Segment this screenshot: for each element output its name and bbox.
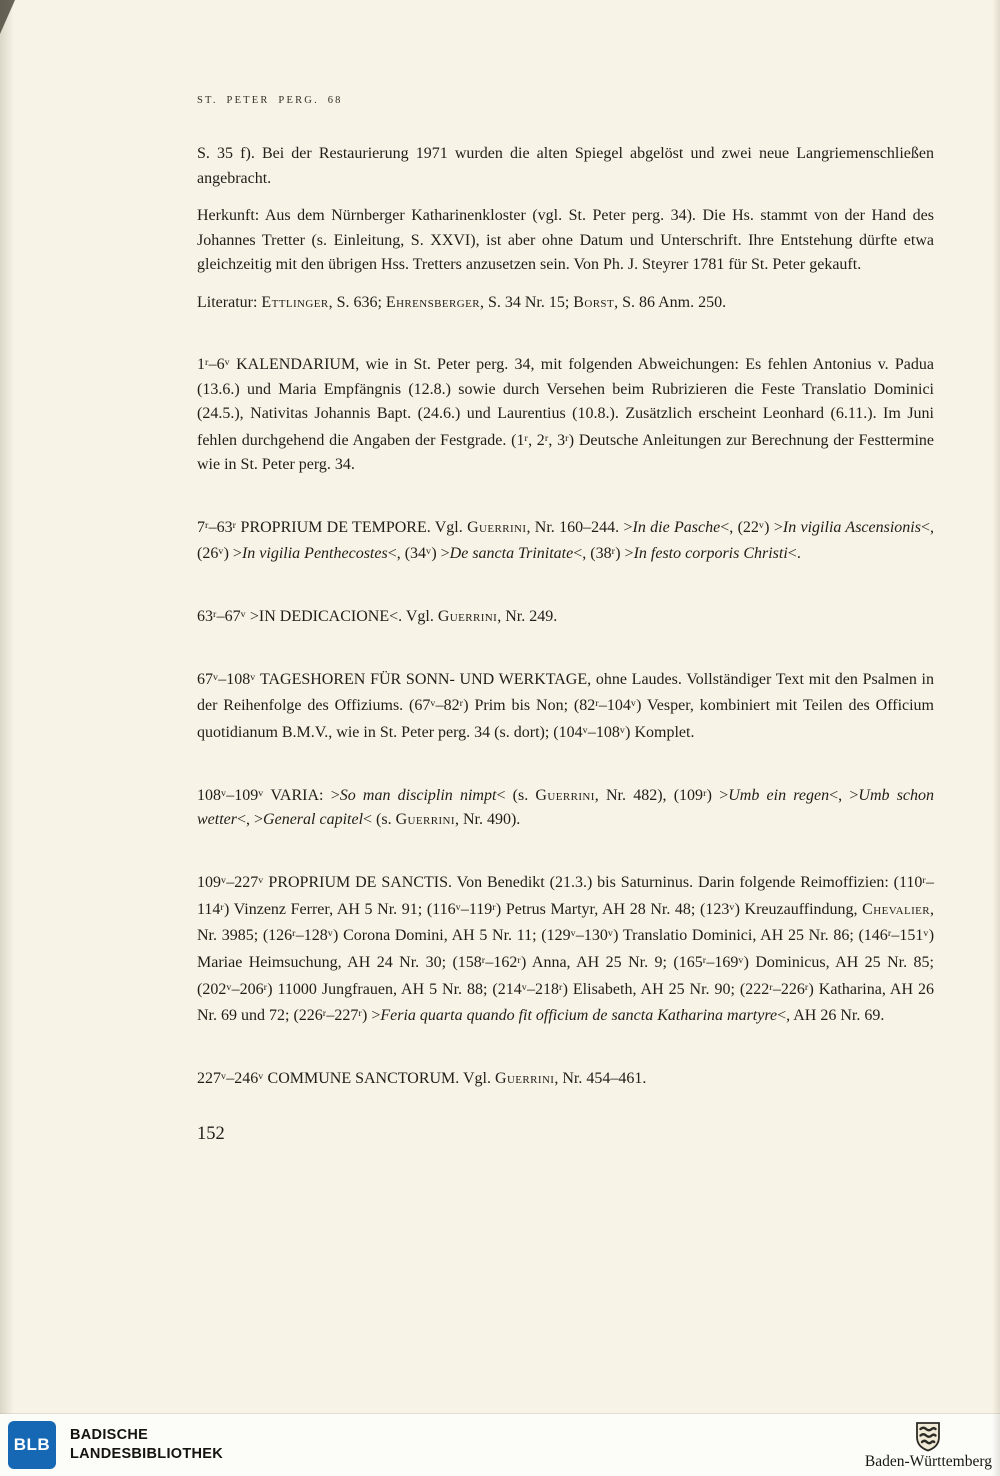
- page-content: [197, 95, 934, 1145]
- state-name: Baden-Württemberg: [864, 1453, 992, 1470]
- text-segment: v: [426, 546, 432, 558]
- text-segment: v: [455, 901, 461, 913]
- text-segment: Guerrini: [437, 608, 498, 626]
- text-segment: r: [517, 954, 522, 966]
- text-segment: 1: [197, 356, 205, 374]
- text-segment: 67: [197, 670, 213, 688]
- paragraph-container: [197, 142, 934, 1092]
- text-segment: r: [205, 519, 209, 531]
- text-segment: r: [292, 928, 296, 940]
- text-segment: KALENDARIUM, wie in St. Peter perg. 34, mit folgenden Abweichungen: Es fehlen Antonius v. Padua (13.6.) und Maria Empfängnis (12.8.) sowie durch Versehen beim Rubrizieren die Feste Translatio Dominici (24.5.), Nativitas Johannis Bapt. (24.6.) und Laurentius (10.8.). Zusätzlich erscheint Leonhard (6.11.). Im Juni fehlen durchgehend die Angaben der Festgrade. (1: [197, 356, 934, 449]
- text-segment: Borst: [573, 293, 615, 311]
- text-segment: v: [430, 698, 436, 710]
- text-segment: –104: [598, 697, 631, 715]
- text-segment: Literatur:: [197, 293, 262, 311]
- text-segment: r: [544, 432, 549, 444]
- text-segment: General capitel: [263, 811, 364, 829]
- library-name-line1: BADISCHE: [70, 1427, 149, 1443]
- text-segment: 63: [197, 608, 213, 626]
- text-segment: –67: [216, 608, 241, 626]
- text-segment: r: [769, 981, 773, 993]
- text-segment: r: [358, 1008, 362, 1020]
- text-segment: , Nr. 3985; (126: [197, 900, 935, 945]
- text-segment: , Nr. 454–461.: [554, 1070, 647, 1087]
- text-segment: Herkunft: Aus dem Nürnberger Katharinenkloster (vgl. St. Peter perg. 34). Die Hs. stammt von der Hand des Johannes Tretter (s. Einleitung, S. XXVI), ist aber ohne Datum und Unterschrift. Ihre Entstehung dürfte etwa gleichzeitig mit den übrigen Hss. Tretters anzusetzen sein. Von Ph. J. Steyrer 1781 für St. Peter gekauft.: [197, 207, 934, 273]
- text-segment: In vigilia Penthecostes: [241, 545, 388, 563]
- text-segment: v: [729, 901, 735, 913]
- text-segment: v: [521, 981, 528, 993]
- text-segment: –6: [208, 356, 225, 374]
- paragraph: [197, 514, 934, 567]
- text-segment: –151: [891, 927, 924, 945]
- text-segment: ) Elisabeth, AH 25 Nr. 90; (222: [562, 980, 770, 998]
- text-segment: –108: [218, 670, 251, 688]
- text-segment: ) Katharina, AH 26 Nr. 69 und 72; (226: [197, 980, 934, 1025]
- text-segment: v: [250, 671, 256, 683]
- text-segment: In die Pasche: [632, 518, 721, 536]
- text-segment: ) >: [764, 518, 783, 536]
- text-segment: <, (34: [387, 545, 427, 563]
- text-segment: <, >: [237, 811, 264, 829]
- text-segment: v: [758, 519, 765, 531]
- text-segment: r: [922, 874, 926, 886]
- text-segment: <, (26: [197, 518, 935, 563]
- text-segment: , Nr. 160–244. >: [526, 518, 633, 536]
- text-segment: 227: [197, 1070, 221, 1087]
- text-segment: <, (38: [573, 545, 612, 563]
- text-segment: So man disciplin nimpt: [339, 786, 497, 804]
- baden-wuerttemberg-crest-icon: [914, 1421, 942, 1453]
- text-segment: PROPRIUM DE TEMPORE. Vgl.: [236, 518, 468, 536]
- text-segment: ) >: [362, 1007, 381, 1025]
- text-segment: <, AH 26 Nr. 69.: [777, 1007, 885, 1025]
- text-segment: –169: [706, 954, 739, 972]
- text-segment: v: [738, 954, 744, 966]
- text-segment: v: [923, 928, 929, 940]
- blb-logo-text: BLB: [13, 1435, 51, 1454]
- text-segment: r: [322, 1008, 327, 1020]
- text-segment: Guerrini: [535, 786, 595, 804]
- text-segment: v: [221, 1070, 227, 1082]
- text-segment: <.: [787, 545, 801, 563]
- text-segment: –206: [231, 980, 264, 998]
- text-segment: v: [213, 671, 219, 683]
- text-segment: <, (22: [720, 518, 759, 536]
- text-segment: , S. 86 Anm. 250.: [614, 293, 727, 311]
- text-segment: r: [492, 901, 496, 913]
- text-segment: ) 11000 Jungfrauen, AH 5 Nr. 88; (214: [267, 980, 522, 998]
- text-segment: r: [459, 698, 464, 710]
- text-segment: Chevalier: [862, 900, 931, 918]
- text-segment: v: [258, 874, 264, 886]
- paragraph: [197, 869, 934, 1029]
- text-segment: –63: [208, 518, 233, 536]
- text-segment: ) >: [223, 545, 242, 563]
- text-segment: v: [570, 928, 576, 940]
- text-segment: v: [221, 874, 227, 886]
- text-segment: r: [524, 432, 529, 444]
- text-segment: , 3: [548, 431, 566, 449]
- text-segment: ) Kreuzauffindung,: [734, 900, 863, 918]
- paragraph: [197, 142, 934, 191]
- paragraph: [197, 666, 934, 746]
- text-segment: r: [887, 928, 892, 940]
- text-segment: r: [205, 357, 209, 368]
- text-segment: r: [220, 901, 225, 913]
- text-segment: ) >: [706, 786, 729, 804]
- text-segment: –128: [295, 927, 328, 945]
- text-segment: ) Vesper, kombiniert mit Teilen des Officium quotidianum B.M.V., wie in St. Peter perg. 34 (s. dort); (104: [197, 697, 935, 742]
- text-segment: v: [221, 787, 227, 799]
- text-segment: –130: [575, 927, 608, 945]
- scan-edge-artifact: [0, 0, 15, 34]
- text-segment: v: [226, 981, 232, 993]
- text-segment: r: [703, 787, 707, 799]
- text-segment: ) Deutsche Anleitungen zur Berechnung der Festtermine wie in St. Peter perg. 34.: [197, 431, 935, 474]
- footer-right: [865, 1419, 992, 1471]
- text-segment: Umb ein regen: [728, 786, 830, 804]
- text-segment: De sancta Trinitate: [449, 545, 574, 563]
- blb-logo: [8, 1421, 56, 1469]
- running-head: ST. PETER PERG. 68: [197, 95, 343, 106]
- text-segment: ) Mariae Heimsuchung, AH 24 Nr. 30; (158: [197, 927, 935, 972]
- paragraph: [197, 782, 934, 833]
- text-segment: ) Vinzenz Ferrer, AH 5 Nr. 91; (116: [224, 900, 456, 918]
- text-segment: v: [224, 357, 230, 368]
- text-segment: r: [263, 981, 268, 993]
- text-segment: –162: [485, 954, 518, 972]
- text-segment: v: [258, 1070, 264, 1082]
- text-segment: Guerrini: [395, 811, 455, 829]
- text-segment: v: [607, 928, 614, 940]
- text-segment: , Nr. 249.: [497, 608, 558, 626]
- text-segment: , S. 34 Nr. 15;: [479, 293, 574, 311]
- library-name: [70, 1426, 223, 1464]
- text-segment: TAGESHOREN FÜR SONN- UND WERKTAGE, ohne Laudes. Vollständiger Text mit den Psalmen in der Reihenfolge des Offiziums. (67: [197, 670, 934, 715]
- text-segment: v: [258, 787, 264, 799]
- text-segment: r: [213, 609, 217, 621]
- text-segment: ) Komplet.: [625, 724, 695, 742]
- library-name-line2: LANDESBIBLIOTHEK: [70, 1446, 224, 1462]
- text-segment: < (s.: [496, 786, 536, 804]
- text-segment: v: [630, 698, 637, 710]
- text-segment: –226: [772, 980, 805, 998]
- paragraph: [197, 204, 934, 278]
- text-segment: PROPRIUM DE SANCTIS. Von Benedikt (21.3.) bis Saturninus. Darin folgende Reimoffizien: (110: [263, 874, 923, 892]
- text-segment: VARIA: >: [263, 786, 340, 804]
- text-segment: –218: [527, 980, 560, 998]
- text-segment: COMMUNE SANCTORUM. Vgl.: [263, 1070, 495, 1087]
- text-segment: ) Translatio Dominici, AH 25 Nr. 86; (146: [613, 927, 888, 945]
- text-segment: ) Corona Domini, AH 5 Nr. 11; (129: [333, 927, 571, 945]
- text-segment: –108: [587, 724, 620, 742]
- text-segment: ) Dominicus, AH 25 Nr. 85; (202: [197, 954, 935, 998]
- text-segment: v: [218, 546, 224, 558]
- text-segment: r: [565, 432, 569, 444]
- text-segment: < (s.: [363, 811, 396, 829]
- text-segment: 109: [197, 874, 221, 892]
- paragraph: [197, 351, 934, 478]
- text-segment: –119: [460, 900, 493, 918]
- text-segment: In vigilia Ascensionis: [782, 518, 921, 536]
- text-segment: ) Anna, AH 25 Nr. 9; (165: [521, 954, 703, 972]
- text-segment: >IN DEDICACIONE<. Vgl.: [245, 608, 438, 626]
- text-segment: –227: [226, 874, 259, 892]
- text-segment: v: [327, 928, 334, 940]
- text-segment: Ehrensberger: [385, 293, 480, 311]
- text-segment: r: [559, 981, 563, 993]
- text-segment: ) >: [615, 545, 634, 563]
- text-segment: ) >: [431, 545, 450, 563]
- text-segment: 108: [197, 786, 221, 804]
- text-segment: ) Prim bis Non; (82: [463, 697, 596, 715]
- text-segment: v: [619, 725, 626, 737]
- text-segment: Guerrini: [467, 518, 527, 536]
- paragraph: [197, 603, 934, 630]
- text-segment: r: [702, 954, 707, 966]
- text-segment: , Nr. 482), (109: [594, 786, 704, 804]
- paragraph: [197, 1065, 934, 1092]
- text-segment: Umb schon wetter: [197, 786, 935, 829]
- footer-bar: [0, 1414, 1000, 1476]
- text-segment: ) Petrus Martyr, AH 28 Nr. 48; (123: [495, 900, 730, 918]
- page-number: 152: [197, 1123, 225, 1144]
- text-segment: r: [232, 519, 237, 531]
- text-segment: , S. 636;: [328, 293, 386, 311]
- text-segment: , Nr. 490).: [454, 811, 521, 829]
- text-segment: 7: [197, 518, 205, 536]
- text-segment: –227: [326, 1007, 359, 1025]
- text-segment: v: [240, 609, 246, 621]
- text-segment: S. 35 f). Bei der Restaurierung 1971 wurden die alten Spiegel abgelöst und zwei neue Langriemenschließen angebracht.: [197, 145, 934, 187]
- text-segment: –109: [226, 786, 259, 804]
- text-segment: Feria quarta quando fit officium de sancta Katharina martyre: [380, 1007, 778, 1025]
- text-segment: Ettlinger: [261, 293, 329, 311]
- text-segment: <, >: [829, 786, 859, 804]
- text-segment: r: [804, 981, 809, 993]
- text-segment: –82: [435, 697, 460, 715]
- text-segment: v: [582, 725, 588, 737]
- text-segment: Guerrini: [494, 1070, 555, 1087]
- text-segment: r: [481, 954, 486, 966]
- paragraph: [197, 291, 934, 316]
- text-segment: , 2: [528, 431, 545, 449]
- text-segment: –246: [226, 1070, 259, 1087]
- text-segment: –114: [197, 874, 934, 918]
- text-segment: r: [611, 546, 616, 558]
- text-segment: In festo corporis Christi: [633, 545, 788, 563]
- text-segment: r: [595, 698, 599, 710]
